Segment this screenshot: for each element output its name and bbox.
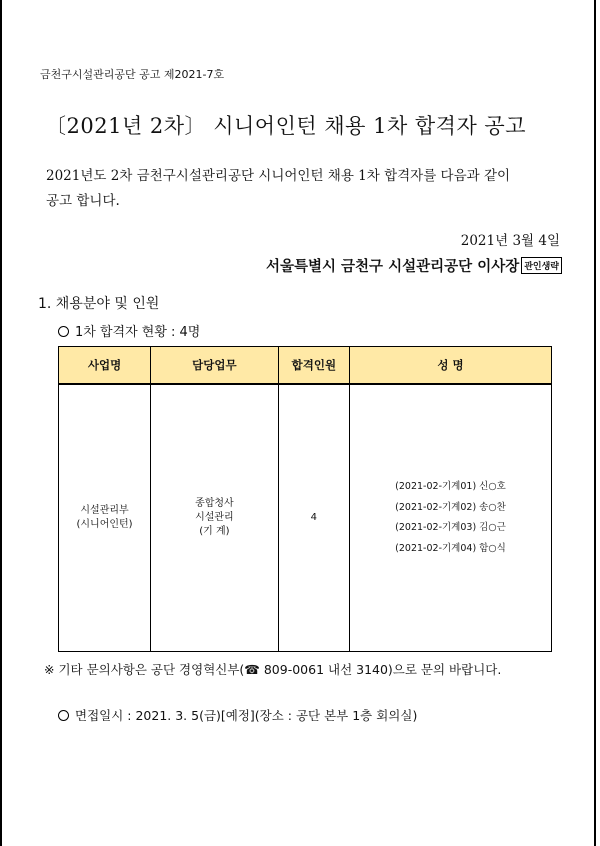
seal-omitted-stamp: 관인생략 — [521, 257, 562, 274]
announcement-body — [46, 164, 510, 214]
list-item: (2021-02-기계01) 신○호 — [395, 481, 506, 492]
department-sub: (시니어인턴) — [76, 519, 133, 530]
header-duty: 담당업무 — [151, 347, 279, 385]
table-row — [59, 384, 552, 652]
announcement-date: 2021년 3월 4일 — [460, 233, 560, 249]
header-count: 합격인원 — [278, 347, 349, 385]
passer-count-text: 1차 합격자 현황 : 4명 — [75, 325, 201, 340]
names-list — [395, 477, 506, 559]
list-item: (2021-02-기계03) 김○근 — [395, 522, 506, 533]
circle-bullet-icon — [58, 710, 69, 721]
circle-bullet-icon — [58, 326, 69, 337]
header-project: 사업명 — [59, 347, 151, 385]
page-border-right — [594, 0, 596, 846]
duty-line-1: 종합청사 — [195, 498, 234, 509]
cell-duty — [151, 384, 279, 652]
cell-count: 4 — [278, 384, 349, 652]
page-title: 〔2021년 2차〕 시니어인턴 채용 1차 합격자 공고 — [45, 114, 527, 138]
header-name: 성 명 — [349, 347, 551, 385]
department-name: 시설관리부 — [80, 505, 129, 516]
contact-footnote: ※ 기타 문의사항은 공단 경영혁신부(☎ 809-0061 내선 3140)으로 문의 바랍니다. — [44, 662, 502, 677]
duty-line-2: 시설관리 — [195, 512, 234, 523]
issuer — [266, 255, 562, 276]
interview-text: 면접일시 : 2021. 3. 5(금)[예정](장소 : 공단 본부 1층 회의실) — [75, 708, 418, 723]
section-heading-recruitment: 1. 채용분야 및 인원 — [38, 296, 160, 312]
passer-count-line — [58, 321, 200, 340]
page-border-left — [0, 0, 2, 846]
notice-number: 금천구시설관리공단 공고 제2021-7호 — [40, 68, 225, 81]
interview-schedule — [58, 706, 417, 724]
list-item: (2021-02-기계04) 함○식 — [395, 542, 506, 554]
duty-line-3: (기 계) — [199, 526, 230, 537]
cell-department — [59, 384, 151, 652]
list-item: (2021-02-기계02) 송○찬 — [395, 501, 506, 513]
body-line-1: 2021년도 2차 금천구시설관리공단 시니어인턴 채용 1차 합격자를 다음과 같이 — [46, 168, 511, 184]
issuer-name: 서울특별시 금천구 시설관리공단 이사장 — [265, 259, 520, 275]
body-line-2: 공고 합니다. — [46, 193, 120, 209]
cell-names — [349, 384, 551, 652]
passer-table — [58, 346, 552, 652]
table-header-row — [59, 347, 552, 385]
